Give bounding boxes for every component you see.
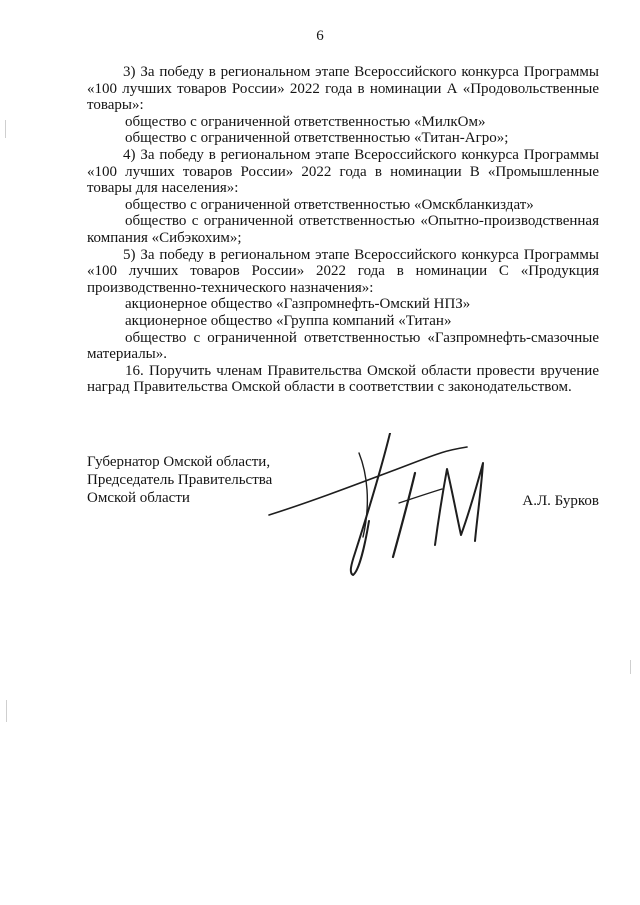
signer-title-line: Председатель Правительства (87, 472, 273, 488)
paragraph-nomination-a: 3) За победу в региональном этапе Всероссийского конкурса Программы «100 лучших товаров России» 2022 года в номинации А «Продовольственные товары»: (87, 64, 599, 114)
page-number: 6 (316, 28, 324, 44)
handwritten-signature (267, 433, 507, 583)
scan-artifact (6, 700, 7, 722)
signer-name: А.Л. Бурков (522, 493, 599, 509)
list-item-omskblankizdat: общество с ограниченной ответственностью «Омскбланкиздат» (125, 196, 534, 213)
list-item-gazpromneft-npz: акционерное общество «Газпромнефть-Омский НПЗ» (125, 296, 471, 313)
list-item-sibekohim: общество с ограниченной ответственностью «Опытно-производственная компания «Сибэкохим»; (87, 213, 599, 246)
paragraph-nomination-c: 5) За победу в региональном этапе Всероссийского конкурса Программы «100 лучших товаров России» 2022 года в номинации С «Продукция производственно-технического назначения»: (87, 246, 599, 296)
list-item-titan-agro: общество с ограниченной ответственностью «Титан-Агро»; (125, 130, 509, 147)
list-item-gazpromneft-lubricants: общество с ограниченной ответственностью «Газпромнефть-смазочные материалы». (87, 329, 599, 363)
list-item-titan-group: акционерное общество «Группа компаний «Титан» (125, 312, 452, 329)
list-item-milkom: общество с ограниченной ответственностью «МилкОм» (125, 113, 486, 130)
signer-title (87, 453, 272, 507)
document-body (87, 64, 599, 396)
signature-block (87, 453, 599, 573)
signer-title-line: Губернатор Омской области, (87, 454, 271, 470)
signer-title-line: Омской области (87, 490, 190, 506)
scan-artifact (630, 660, 631, 674)
scan-artifact (5, 120, 6, 138)
paragraph-nomination-b: 4) За победу в региональном этапе Всероссийского конкурса Программы «100 лучших товаров России» 2022 года в номинации В «Промышленные товары для населения»: (87, 146, 599, 197)
paragraph-instruction-16: 16. Поручить членам Правительства Омской области провести вручение наград Правительства Омской области в соответствии с законодательством. (87, 362, 599, 396)
